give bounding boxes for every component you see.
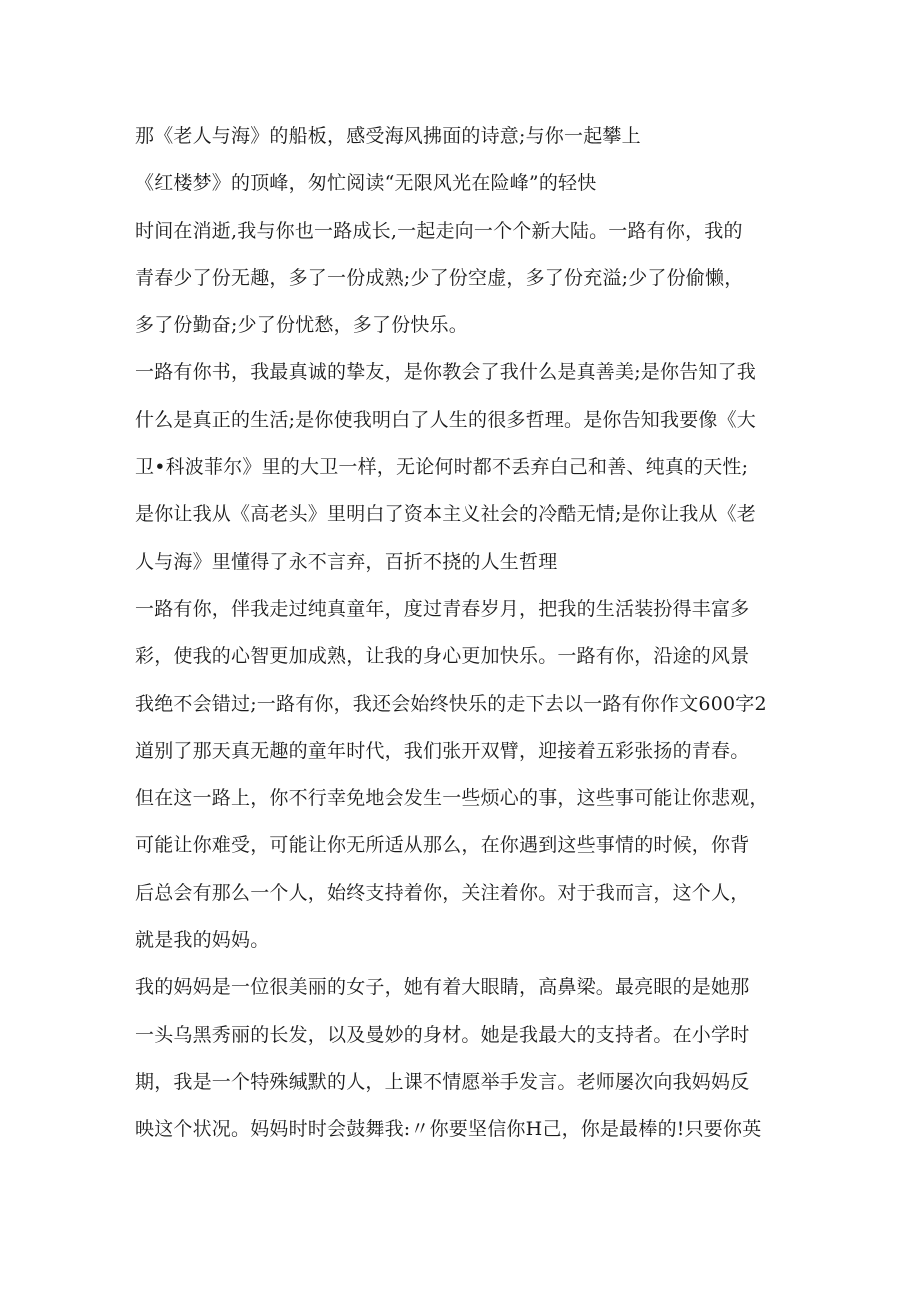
text-line: 可能让你难受，可能让你无所适从那么，在你遇到这些事情的时候，你背 <box>135 834 750 857</box>
text-line: 一路有你，伴我走过纯真童年，度过青春岁月，把我的生活装扮得丰富多 <box>135 597 750 620</box>
text-line: 但在这一路上，你不行幸免地会发生一些烦心的事，这些事可能让你悲观， <box>135 787 769 810</box>
text-line: 彩，使我的心智更加成熟，让我的身心更加快乐。一路有你，沿途的风景 <box>135 645 750 668</box>
text-line: 是你让我从《高老头》里明白了资本主义社会的冷酷无情;是你让我从《老 <box>135 503 757 526</box>
text-line: 一头乌黑秀丽的长发，以及曼妙的身材。她是我最大的支持者。在小学时 <box>135 1023 750 1046</box>
text-line: 道别了那天真无趣的童年时代，我们张开双臂，迎接着五彩张扬的青春。 <box>135 739 750 762</box>
text-line: 人与海》里懂得了永不言弃，百折不挠的人生哲理 <box>135 550 558 573</box>
text-line: 青春少了份无趣，多了一份成熟;少了份空虚，多了份充溢;少了份偷懒， <box>135 266 744 289</box>
text-line: 期，我是一个特殊缄默的人，上课不情愿举手发言。老师屡次向我妈妈反 <box>135 1070 750 1093</box>
document-body <box>135 113 795 1154</box>
text-line: 《红楼梦》的顶峰，匆忙阅读“无限风光在险峰”的轻快 <box>135 172 597 195</box>
text-line: 我的妈妈是一位很美丽的女子，她有着大眼睛，高鼻梁。最亮眼的是她那 <box>135 976 750 999</box>
text-line: 后总会有那么一个人，始终支持着你，关注着你。对于我而言，这个人， <box>135 881 750 904</box>
text-line: 多了份勤奋;少了份忧愁，多了份快乐。 <box>135 314 469 337</box>
text-line: 那《老人与海》的船板，感受海风拂面的诗意;与你一起攀上 <box>135 125 641 147</box>
text-line: 一路有你书，我最真诚的挚友，是你教会了我什么是真善美;是你告知了我 <box>135 361 757 384</box>
text-line: 映这个状况。妈妈时时会鼓舞我:〃你要坚信你H己，你是最棒的!只要你英 <box>135 1118 762 1141</box>
text-line: 卫•科波菲尔》里的大卫一样，无论何时都不丢弃白己和善、纯真的天性; <box>135 456 749 479</box>
text-line: 时间在消逝,我与你也一路成长,一起走向一个个新大陆。一路有你，我的 <box>135 219 743 242</box>
text-line: 就是我的妈妈。 <box>135 929 270 952</box>
text-line: 我绝不会错过;一路有你，我还会始终快乐的走下去以一路有你作文600字2 <box>135 692 767 715</box>
text-line: 什么是真正的生活;是你使我明白了人生的很多哲理。是你告知我要像《大 <box>135 408 757 431</box>
